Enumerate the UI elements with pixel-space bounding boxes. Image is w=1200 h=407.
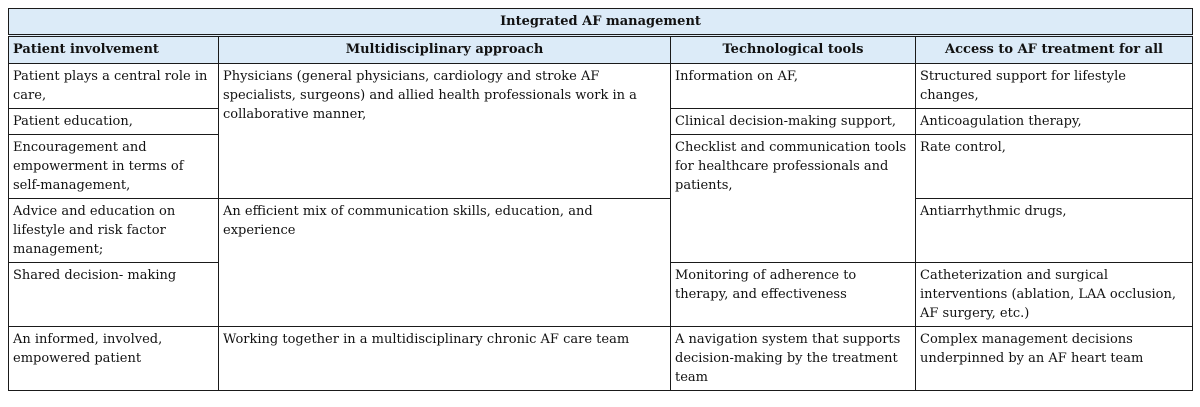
cell-technological: A navigation system that supports decision-making by the treatment team bbox=[671, 327, 916, 391]
table-row bbox=[9, 64, 1193, 109]
cell-patient-involvement: An informed, involved, empowered patient bbox=[9, 327, 219, 391]
cell-patient-involvement: Shared decision- making bbox=[9, 263, 219, 327]
table-row bbox=[9, 199, 1193, 263]
cell-patient-involvement: Patient education, bbox=[9, 109, 219, 135]
cell-access: Anticoagulation therapy, bbox=[916, 109, 1193, 135]
cell-multidisciplinary: An efficient mix of communication skills, education, and experience bbox=[219, 199, 671, 327]
header-technological-tools: Technological tools bbox=[671, 36, 916, 64]
cell-access: Complex management decisions underpinned by an AF heart team bbox=[916, 327, 1193, 391]
cell-access: Catheterization and surgical interventions (ablation, LAA occlusion, AF surgery, etc.) bbox=[916, 263, 1193, 327]
header-patient-involvement: Patient involvement bbox=[9, 36, 219, 64]
cell-access: Antiarrhythmic drugs, bbox=[916, 199, 1193, 263]
cell-multidisciplinary: Physicians (general physicians, cardiology and stroke AF specialists, surgeons) and allied health professionals work in a collaborative manner, bbox=[219, 64, 671, 199]
af-management-table bbox=[8, 8, 1193, 391]
cell-multidisciplinary: Working together in a multidisciplinary chronic AF care team bbox=[219, 327, 671, 391]
cell-patient-involvement: Encouragement and empowerment in terms of self-management, bbox=[9, 135, 219, 199]
cell-access: Structured support for lifestyle changes, bbox=[916, 64, 1193, 109]
cell-patient-involvement: Patient plays a central role in care, bbox=[9, 64, 219, 109]
table-title: Integrated AF management bbox=[9, 9, 1193, 36]
cell-technological: Clinical decision-making support, bbox=[671, 109, 916, 135]
cell-technological: Checklist and communication tools for healthcare professionals and patients, bbox=[671, 135, 916, 263]
cell-access: Rate control, bbox=[916, 135, 1193, 199]
table-row bbox=[9, 327, 1193, 391]
header-access-to-treatment: Access to AF treatment for all bbox=[916, 36, 1193, 64]
cell-patient-involvement: Advice and education on lifestyle and risk factor management; bbox=[9, 199, 219, 263]
cell-technological: Monitoring of adherence to therapy, and effectiveness bbox=[671, 263, 916, 327]
header-multidisciplinary-approach: Multidisciplinary approach bbox=[219, 36, 671, 64]
cell-technological: Information on AF, bbox=[671, 64, 916, 109]
